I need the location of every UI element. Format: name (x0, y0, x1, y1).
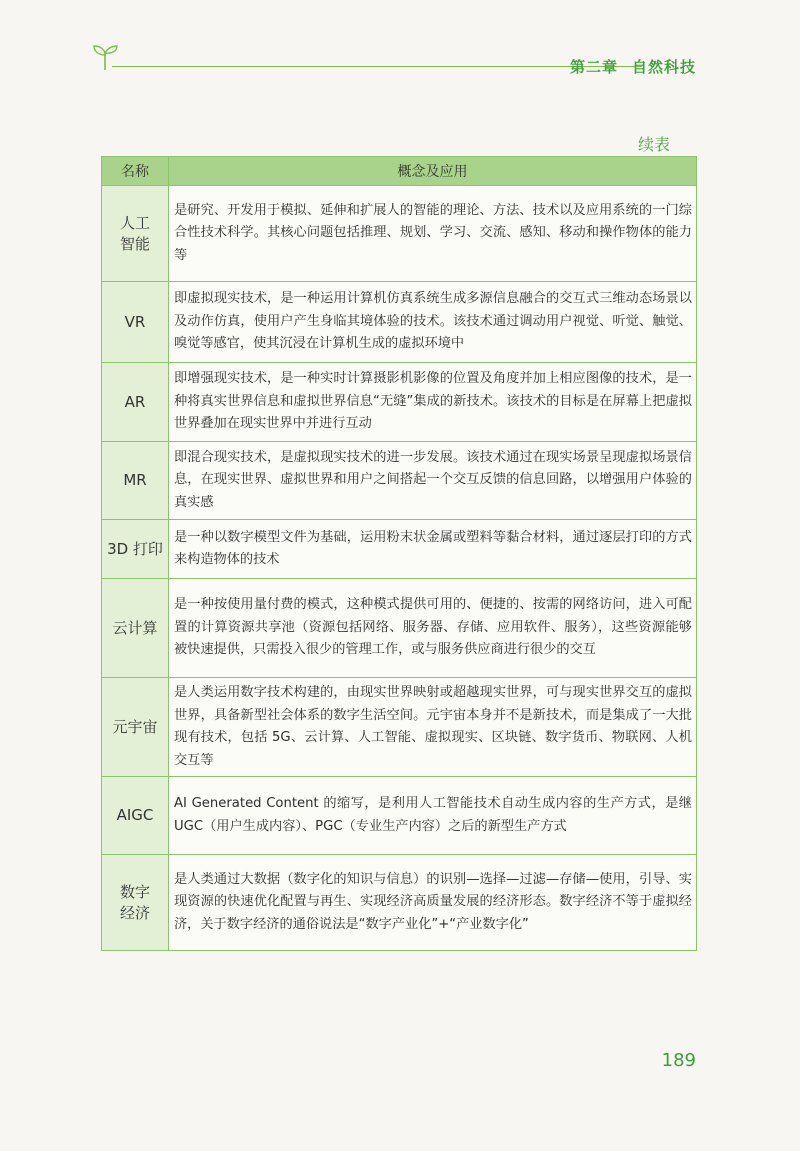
table-row (102, 777, 697, 855)
term-name: 云计算 (102, 579, 169, 678)
table-row (102, 579, 697, 678)
term-description: 是研究、开发用于模拟、延伸和扩展人的智能的理论、方法、技术以及应用系统的一门综合性技术科学。其核心问题包括推理、规划、学习、交流、感知、移动和操作物体的能力等 (169, 186, 697, 282)
term-name: MR (102, 442, 169, 520)
term-name: 元宇宙 (102, 678, 169, 777)
term-description: 即混合现实技术，是虚拟现实技术的进一步发展。该技术通过在现实场景呈现虚拟场景信息，在现实世界、虚拟世界和用户之间搭起一个交互反馈的信息回路，以增强用户体验的真实感 (169, 442, 697, 520)
column-header-name: 名称 (102, 157, 169, 186)
term-name: AIGC (102, 777, 169, 855)
term-description: 即虚拟现实技术，是一种运用计算机仿真系统生成多源信息融合的交互式三维动态场景以及动作仿真，使用户产生身临其境体验的技术。该技术通过调动用户视觉、听觉、触觉、嗅觉等感官，使其沉浸在计算机生成的虚拟环境中 (169, 282, 697, 363)
term-description: AI Generated Content 的缩写，是利用人工智能技术自动生成内容的生产方式，是继 UGC（用户生成内容）、PGC（专业生产内容）之后的新型生产方式 (169, 777, 697, 855)
table-row (102, 678, 697, 777)
page-number: 189 (661, 1050, 696, 1071)
term-name: 数字经济 (102, 855, 169, 951)
term-name: VR (102, 282, 169, 363)
table-header-row (102, 157, 697, 186)
concepts-table (101, 156, 697, 951)
term-name: AR (102, 363, 169, 442)
chapter-title (570, 56, 696, 77)
table-row (102, 282, 697, 363)
sprout-icon (90, 40, 120, 72)
page-header (90, 40, 710, 80)
table-row (102, 855, 697, 951)
chapter-subject: 自然科技 (631, 58, 696, 76)
term-description: 是人类运用数字技术构建的，由现实世界映射或超越现实世界，可与现实世界交互的虚拟世界，具备新型社会体系的数字生活空间。元宇宙本身并不是新技术，而是集成了一大批现有技术，包括 5G、云计算、人工智能、虚拟现实、区块链、数字货币、物联网、人机交互等 (169, 678, 697, 777)
table-row (102, 520, 697, 579)
term-description: 是一种以数字模型文件为基础，运用粉末状金属或塑料等黏合材料，通过逐层打印的方式来构造物体的技术 (169, 520, 697, 579)
table-row (102, 442, 697, 520)
continued-label: 续表 (637, 135, 670, 154)
table-row (102, 186, 697, 282)
term-description: 是人类通过大数据（数字化的知识与信息）的识别—选择—过滤—存储—使用，引导、实现资源的快速优化配置与再生、实现经济高质量发展的经济形态。数字经济不等于虚拟经济，关于数字经济的通俗说法是“数字产业化”+“产业数字化” (169, 855, 697, 951)
chapter-number: 第二章 (569, 58, 618, 76)
term-description: 即增强现实技术，是一种实时计算摄影机影像的位置及角度并加上相应图像的技术，是一种将真实世界信息和虚拟世界信息“无缝”集成的新技术。该技术的目标是在屏幕上把虚拟世界叠加在现实世界中并进行互动 (169, 363, 697, 442)
column-header-concept: 概念及应用 (169, 157, 697, 186)
term-name: 3D 打印 (102, 520, 169, 579)
header-divider (112, 66, 642, 67)
table-row (102, 363, 697, 442)
term-name: 人工智能 (102, 186, 169, 282)
term-description: 是一种按使用量付费的模式，这种模式提供可用的、便捷的、按需的网络访问，进入可配置的计算资源共享池（资源包括网络、服务器、存储、应用软件、服务），这些资源能够被快速提供，只需投入很少的管理工作，或与服务供应商进行很少的交互 (169, 579, 697, 678)
